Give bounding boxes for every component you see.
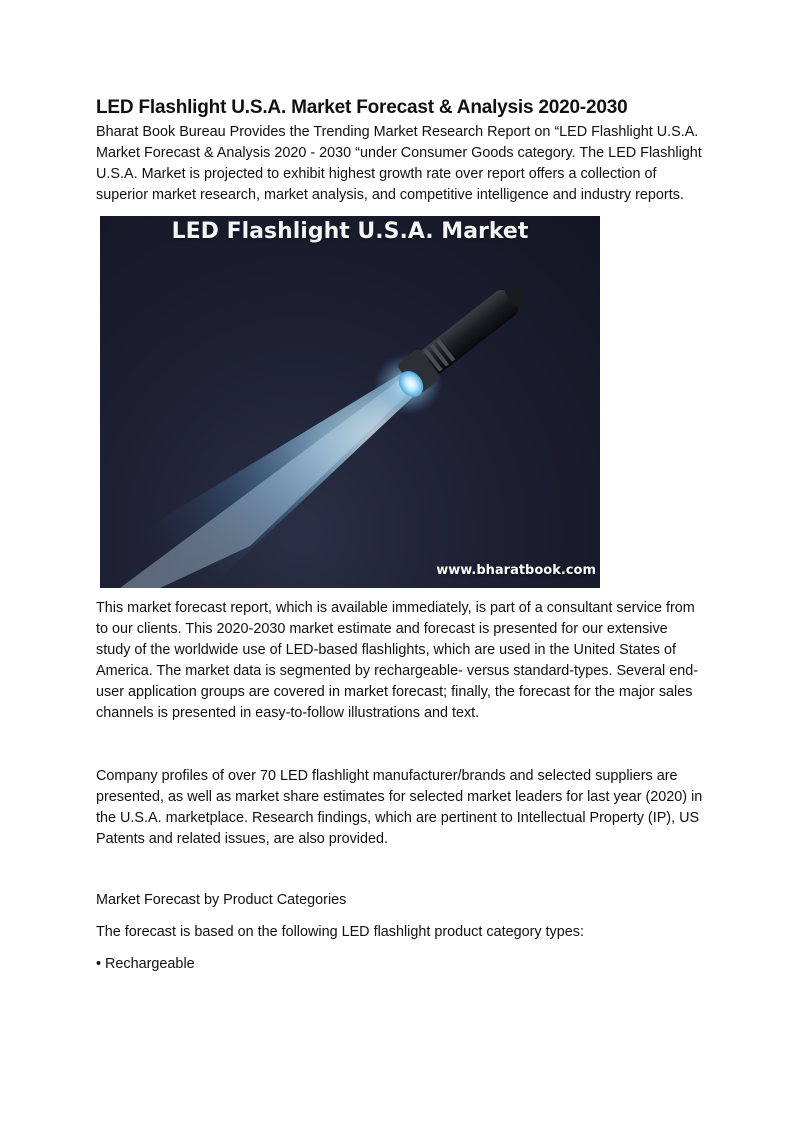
list-item: • Rechargeable [96, 956, 195, 972]
image-overlay-title: LED Flashlight U.S.A. Market [171, 219, 529, 244]
intro-paragraph: Bharat Book Bureau Provides the Trending Market Research Report on “LED Flashlight U.S.A. Market Forecast & Analysis 2020 - 2030 “under Consumer Goods category. The LED Flashlight U.S.A. Market is projected to exhibit highest growth rate over report offers a collection of superior market research, market analysis, and competitive intelligence and industry reports. [96, 124, 702, 203]
document-title: LED Flashlight U.S.A. Market Forecast & Analysis 2020-2030 [96, 97, 628, 118]
document-page [96, 96, 706, 975]
section-intro: The forecast is based on the following LED flashlight product category types: [96, 924, 584, 940]
image-overlay-url: www.bharatbook.com [436, 563, 596, 578]
section-heading: Market Forecast by Product Categories [96, 892, 347, 908]
flashlight-image [100, 216, 600, 588]
flashlight-photo-icon [100, 216, 600, 588]
body-paragraph-2: Company profiles of over 70 LED flashlight manufacturer/brands and selected suppliers are presented, as well as market share estimates for selected market leaders for last year (2020) in the U.S.A. marketplace. Research findings, which are pertinent to Intellectual Property (IP), US Patents and related issues, are also provided. [96, 768, 703, 847]
body-paragraph-1: This market forecast report, which is available immediately, is part of a consultant service from to our clients. This 2020-2030 market estimate and forecast is presented for our extensive study of the worldwide use of LED-based flashlights, which are used in the United States of America. The market data is segmented by rechargeable- versus standard-types. Several end-user application groups are covered in market forecast; finally, the forecast for the major sales channels is presented in easy-to-follow illustrations and text. [96, 600, 699, 721]
